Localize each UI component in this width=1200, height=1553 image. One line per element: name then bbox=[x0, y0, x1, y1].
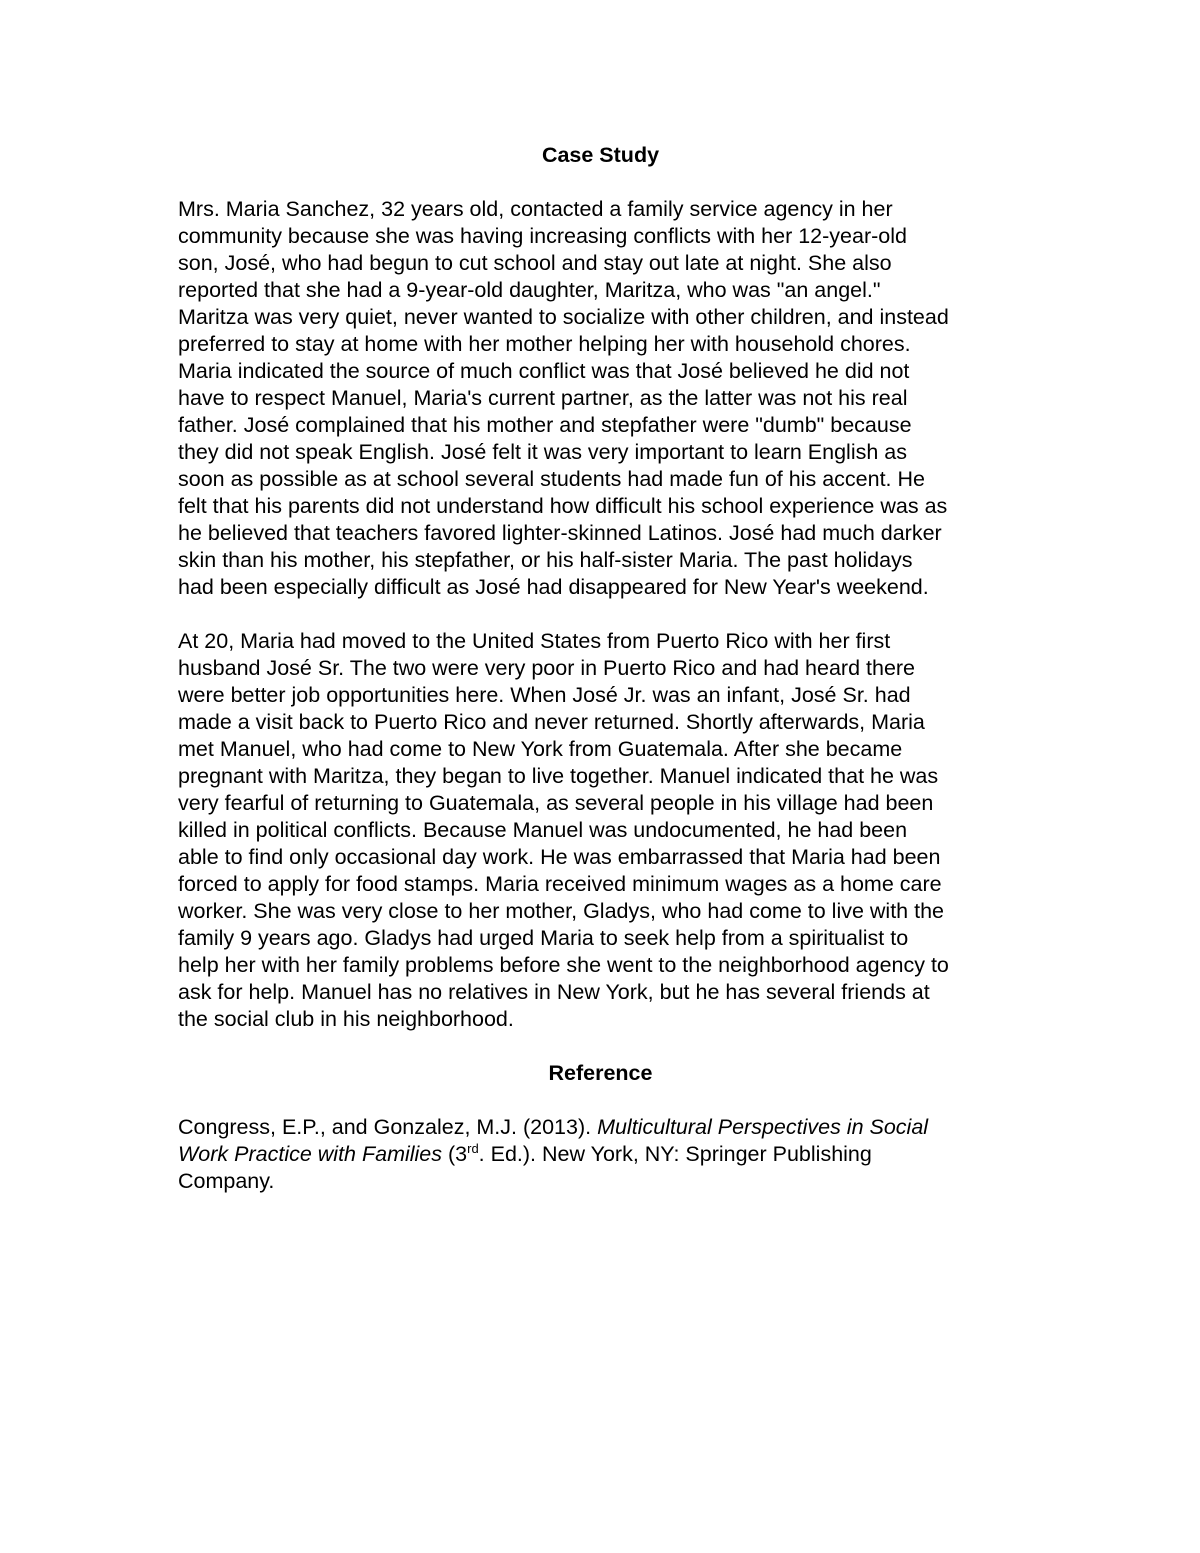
paragraph-line: reported that she had a 9-year-old daughter, Maritza, who was "an angel." bbox=[178, 278, 881, 302]
paragraph-line: pregnant with Maritza, they began to live together. Manuel indicated that he was bbox=[178, 764, 939, 788]
spacer bbox=[178, 169, 1038, 196]
spacer bbox=[178, 1033, 1038, 1060]
paragraph-line: met Manuel, who had come to New York from Guatemala. After she became bbox=[178, 737, 903, 761]
paragraph-line: felt that his parents did not understand how difficult his school experience was as bbox=[178, 494, 948, 518]
paragraph-line: husband José Sr. The two were very poor in Puerto Rico and had heard there bbox=[178, 656, 916, 680]
paragraph-line: skin than his mother, his stepfather, or his half-sister Maria. The past holidays bbox=[178, 548, 913, 572]
paragraph-line: soon as possible as at school several students had made fun of his accent. He bbox=[178, 467, 925, 491]
citation-line-1 bbox=[178, 1114, 1038, 1141]
paragraph-line: son, José, who had begun to cut school and stay out late at night. She also bbox=[178, 251, 892, 275]
paragraph-line: ask for help. Manuel has no relatives in New York, but he has several friends at bbox=[178, 980, 930, 1004]
paragraph-line: have to respect Manuel, Maria's current partner, as the latter was not his real bbox=[178, 386, 908, 410]
paragraph-line: very fearful of returning to Guatemala, as several people in his village had been bbox=[178, 791, 934, 815]
paragraph-line: forced to apply for food stamps. Maria received minimum wages as a home care bbox=[178, 872, 942, 896]
paragraph-line: help her with her family problems before she went to the neighborhood agency to bbox=[178, 953, 949, 977]
paragraph-line: he believed that teachers favored lighter-skinned Latinos. José had much darker bbox=[178, 521, 942, 545]
citation-authors: Congress, E.P., and Gonzalez, M.J. (2013). bbox=[178, 1115, 598, 1139]
citation-edition-open: (3 bbox=[442, 1142, 468, 1166]
paragraph-line: preferred to stay at home with her mother helping her with household chores. bbox=[178, 332, 911, 356]
paragraph-line: father. José complained that his mother and stepfather were "dumb" because bbox=[178, 413, 912, 437]
citation-edition-superscript: rd bbox=[467, 1141, 479, 1156]
paragraph-line: made a visit back to Puerto Rico and never returned. Shortly afterwards, Maria bbox=[178, 710, 925, 734]
paragraph-line: they did not speak English. José felt it was very important to learn English as bbox=[178, 440, 907, 464]
paragraph-line: able to find only occasional day work. He was embarrassed that Maria had been bbox=[178, 845, 941, 869]
paragraph-line: Mrs. Maria Sanchez, 32 years old, contacted a family service agency in her bbox=[178, 197, 893, 221]
document-page bbox=[178, 142, 1038, 1195]
paragraph-2 bbox=[178, 628, 1038, 1033]
citation-title-part-2: Work Practice with Families bbox=[178, 1142, 443, 1166]
paragraph-line: killed in political conflicts. Because Manuel was undocumented, he had been bbox=[178, 818, 908, 842]
citation-edition-close: . Ed.). New York, NY: Springer Publishing bbox=[478, 1142, 872, 1166]
paragraph-line: community because she was having increasing conflicts with her 12-year-old bbox=[178, 224, 907, 248]
citation-line-2 bbox=[178, 1141, 1038, 1168]
paragraph-line: had been especially difficult as José had disappeared for New Year's weekend. bbox=[178, 575, 929, 599]
page-title: Case Study bbox=[541, 143, 660, 167]
reference-citation bbox=[178, 1114, 1038, 1195]
paragraph-line: At 20, Maria had moved to the United States from Puerto Rico with her first bbox=[178, 629, 891, 653]
paragraph-line: Maritza was very quiet, never wanted to socialize with other children, and instead bbox=[178, 305, 949, 329]
spacer bbox=[178, 1087, 1038, 1114]
reference-heading: Reference bbox=[548, 1061, 653, 1085]
citation-title-part-1: Multicultural Perspectives in Social bbox=[597, 1115, 929, 1139]
paragraph-line: worker. She was very close to her mother, Gladys, who had come to live with the bbox=[178, 899, 944, 923]
paragraph-1 bbox=[178, 196, 1038, 601]
citation-line-3: Company. bbox=[178, 1169, 275, 1193]
spacer bbox=[178, 601, 1038, 628]
paragraph-line: Maria indicated the source of much conflict was that José believed he did not bbox=[178, 359, 910, 383]
paragraph-line: were better job opportunities here. When José Jr. was an infant, José Sr. had bbox=[178, 683, 911, 707]
paragraph-line: family 9 years ago. Gladys had urged Maria to seek help from a spiritualist to bbox=[178, 926, 909, 950]
paragraph-line: the social club in his neighborhood. bbox=[178, 1007, 514, 1031]
